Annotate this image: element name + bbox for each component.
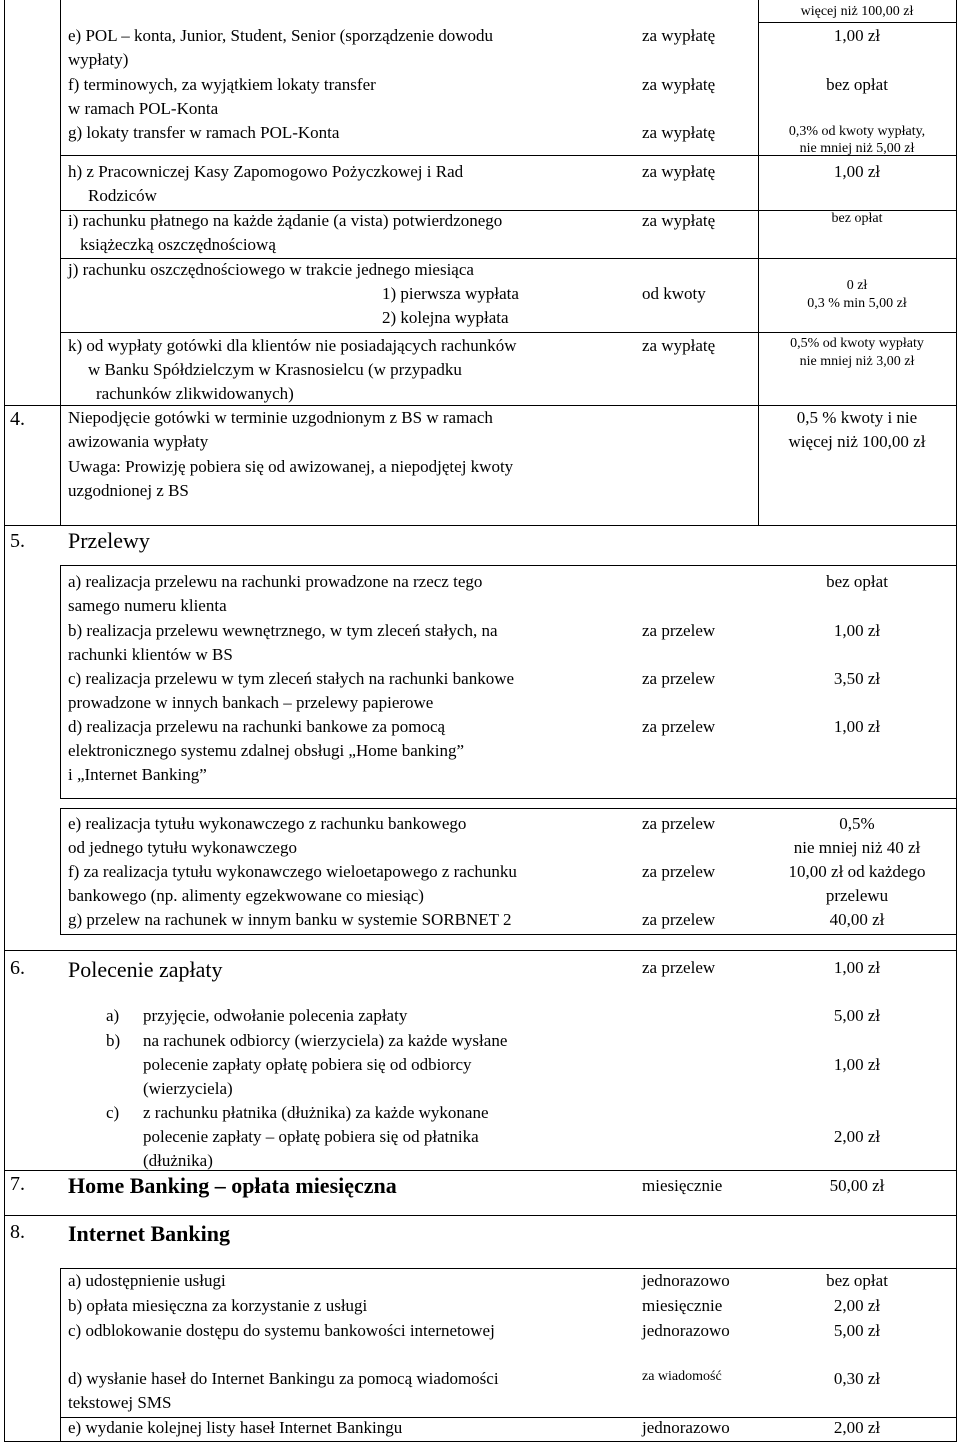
row-f-fee: bez opłat xyxy=(826,75,888,94)
przelew-e-fee: nie mniej niż 40 zł xyxy=(793,838,921,857)
section-title: Przelewy xyxy=(68,528,150,553)
row-g-desc: g) lokaty transfer w ramach POL-Konta xyxy=(68,123,340,142)
ib-c-unit: jednorazowo xyxy=(642,1321,730,1340)
ib-c-fee: 5,00 zł xyxy=(833,1321,881,1340)
przelew-g-unit: za przelew xyxy=(642,910,716,929)
przelew-f-fee: przelewu xyxy=(825,886,889,905)
przelew-c-desc: prowadzone w innych bankach – przelewy papierowe xyxy=(68,693,434,712)
section-4-desc: Niepodjęcie gotówki w terminie uzgodnionym z BS w ramach xyxy=(68,408,493,427)
row-k-desc: rachunków zlikwidowanych) xyxy=(96,384,294,403)
row-e-desc: wypłaty) xyxy=(68,50,129,69)
row-k-unit: za wypłatę xyxy=(642,336,716,355)
section-4-note: Uwaga: Prowizję pobiera się od awizowanej, a niepodjętej kwoty xyxy=(68,457,514,476)
row-e-fee: 1,00 zł xyxy=(833,26,881,45)
przelew-b-fee: 1,00 zł xyxy=(833,621,881,640)
row-j-unit: od kwoty xyxy=(642,284,706,303)
row-h-desc: h) z Pracowniczej Kasy Zapomogowo Pożyczkowej i Rad xyxy=(68,162,464,181)
row-j-fee: 0 zł xyxy=(846,278,868,293)
ib-e-unit: jednorazowo xyxy=(642,1418,730,1437)
przelew-b-unit: za przelew xyxy=(642,621,716,640)
row-k-desc: k) od wypłaty gotówki dla klientów nie posiadających rachunków xyxy=(68,336,517,355)
przelew-d-desc: d) realizacja przelewu na rachunki bankowe za pomocą xyxy=(68,717,446,736)
section-number: 7. xyxy=(10,1173,25,1195)
ib-a-desc: a) udostępnienie usługi xyxy=(68,1271,226,1290)
rule xyxy=(60,934,956,935)
pz-b-desc: na rachunek odbiorcy (wierzyciela) za każde wysłane xyxy=(143,1031,508,1050)
przelew-d-desc: i „Internet Banking” xyxy=(68,765,207,784)
przelew-f-fee: 10,00 zł od każdego xyxy=(788,862,926,881)
rule xyxy=(60,332,956,333)
section-6-unit: za przelew xyxy=(642,958,716,977)
przelew-d-desc: elektronicznego systemu zdalnej obsługi „Home banking” xyxy=(68,741,465,760)
row-k-fee: 0,5% od kwoty wypłaty xyxy=(790,336,924,351)
ib-b-unit: miesięcznie xyxy=(642,1296,723,1315)
section-7-fee: 50,00 zł xyxy=(829,1176,885,1195)
przelew-g-desc: g) przelew na rachunek w innym banku w systemie SORBNET 2 xyxy=(68,910,512,929)
rule xyxy=(4,525,956,526)
przelew-b-desc: b) realizacja przelewu wewnętrznego, w tym zleceń stałych, na xyxy=(68,621,498,640)
przelew-f-unit: za przelew xyxy=(642,862,716,881)
row-g-unit: za wypłatę xyxy=(642,123,716,142)
przelew-b-desc: rachunki klientów w BS xyxy=(68,645,233,664)
ib-d-unit: za wiadomość xyxy=(642,1369,722,1384)
przelew-c-fee: 3,50 zł xyxy=(833,669,881,688)
pz-c-desc: z rachunku płatnika (dłużnika) za każde wykonane xyxy=(143,1103,489,1122)
row-k-desc: w Banku Spółdzielczym w Krasnosielcu (w przypadku xyxy=(88,360,462,379)
row-h-desc: Rodziców xyxy=(88,186,157,205)
ib-d-desc: tekstowej SMS xyxy=(68,1393,172,1412)
ib-b-fee: 2,00 zł xyxy=(833,1296,881,1315)
pz-b-desc: polecenie zapłaty opłatę pobiera się od odbiorcy xyxy=(143,1055,472,1074)
row-i-desc: i) rachunku płatnego na każde żądanie (a vista) potwierdzonego xyxy=(68,211,503,230)
rule xyxy=(60,1268,61,1442)
ib-a-unit: jednorazowo xyxy=(642,1271,730,1290)
rule xyxy=(4,0,5,1442)
ib-e-desc: e) wydanie kolejnej listy haseł Internet Bankingu xyxy=(68,1418,403,1437)
section-6-fee: 1,00 zł xyxy=(833,958,881,977)
row-f-desc: w ramach POL-Konta xyxy=(68,99,219,118)
row-i-desc: książeczką oszczędnościową xyxy=(80,235,276,254)
przelew-g-fee: 40,00 zł xyxy=(829,910,885,929)
przelew-d-fee: 1,00 zł xyxy=(833,717,881,736)
ib-e-fee: 2,00 zł xyxy=(833,1418,881,1437)
row-j-desc: 2) kolejna wypłata xyxy=(382,308,509,327)
rule xyxy=(4,950,956,951)
row-f-desc: f) terminowych, za wyjątkiem lokaty transfer xyxy=(68,75,376,94)
pz-a-marker: a) xyxy=(106,1006,120,1025)
row-h-unit: za wypłatę xyxy=(642,162,716,181)
row-j-desc: j) rachunku oszczędnościowego w trakcie jednego miesiąca xyxy=(68,260,474,279)
przelew-e-unit: za przelew xyxy=(642,814,716,833)
pz-c-fee: 2,00 zł xyxy=(833,1127,881,1146)
section-4-note: uzgodnionej z BS xyxy=(68,481,189,500)
section-4-fee: więcej niż 100,00 zł xyxy=(788,432,926,451)
ib-b-desc: b) opłata miesięczna za korzystanie z usługi xyxy=(68,1296,368,1315)
fee-note: więcej niż 100,00 zł xyxy=(800,4,914,19)
rule xyxy=(60,808,956,809)
row-j-desc: 1) pierwsza wypłata xyxy=(382,284,519,303)
pz-a-fee: 5,00 zł xyxy=(833,1006,881,1025)
section-4-fee: 0,5 % kwoty i nie xyxy=(796,408,918,427)
przelew-f-desc: f) za realizacja tytułu wykonawczego wieloetapowego z rachunku xyxy=(68,862,517,881)
pz-b-marker: b) xyxy=(106,1031,121,1050)
przelew-a-desc: a) realizacja przelewu na rachunki prowadzone na rzecz tego xyxy=(68,572,483,591)
section-number: 4. xyxy=(10,408,25,430)
section-number: 5. xyxy=(10,530,25,552)
rule xyxy=(60,0,61,525)
row-k-fee: nie mniej niż 3,00 zł xyxy=(799,354,915,369)
row-g-fee: nie mniej niż 5,00 zł xyxy=(799,141,915,156)
row-f-unit: za wypłatę xyxy=(642,75,716,94)
section-4-desc: awizowania wypłaty xyxy=(68,432,209,451)
ib-d-desc: d) wysłanie haseł do Internet Bankingu za pomocą wiadomości xyxy=(68,1369,499,1388)
rule xyxy=(60,565,956,566)
pz-c-desc: polecenie zapłaty – opłatę pobiera się od płatnika xyxy=(143,1127,479,1146)
row-i-unit: za wypłatę xyxy=(642,211,716,230)
row-j-fee: 0,3 % min 5,00 zł xyxy=(807,296,907,311)
section-number: 6. xyxy=(10,957,25,979)
rule xyxy=(60,565,61,798)
przelew-a-fee: bez opłat xyxy=(826,572,888,591)
przelew-c-unit: za przelew xyxy=(642,669,716,688)
row-i-fee: bez opłat xyxy=(831,211,883,226)
rule xyxy=(758,22,956,23)
ib-d-fee: 0,30 zł xyxy=(833,1369,881,1388)
przelew-f-desc: bankowego (np. alimenty egzekwowane co miesiąc) xyxy=(68,886,424,905)
przelew-a-desc: samego numeru klienta xyxy=(68,596,227,615)
przelew-d-unit: za przelew xyxy=(642,717,716,736)
pz-a-desc: przyjęcie, odwołanie polecenia zapłaty xyxy=(143,1006,408,1025)
row-e-desc: e) POL – konta, Junior, Student, Senior (sporządzenie dowodu xyxy=(68,26,494,45)
pz-c-marker: c) xyxy=(106,1103,120,1122)
pz-b-desc: (wierzyciela) xyxy=(143,1079,233,1098)
przelew-c-desc: c) realizacja przelewu w tym zleceń stałych na rachunki bankowe xyxy=(68,669,515,688)
row-g-fee: 0,3% od kwoty wypłaty, xyxy=(788,124,926,139)
przelew-e-desc: e) realizacja tytułu wykonawczego z rachunku bankowego xyxy=(68,814,467,833)
row-h-fee: 1,00 zł xyxy=(833,162,881,181)
pz-c-desc: (dłużnika) xyxy=(143,1151,213,1170)
section-7-unit: miesięcznie xyxy=(642,1176,723,1195)
rule xyxy=(60,808,61,934)
section-title: Internet Banking xyxy=(68,1221,230,1246)
row-e-unit: za wypłatę xyxy=(642,26,716,45)
przelew-e-fee: 0,5% xyxy=(839,814,875,833)
rule xyxy=(4,1215,956,1216)
pz-b-fee: 1,00 zł xyxy=(833,1055,881,1074)
przelew-e-desc: od jednego tytułu wykonawczego xyxy=(68,838,297,857)
section-title: Polecenie zapłaty xyxy=(68,957,223,982)
ib-c-desc: c) odblokowanie dostępu do systemu bankowości internetowej xyxy=(68,1321,495,1340)
rule xyxy=(956,0,957,1442)
rule xyxy=(60,798,956,799)
ib-a-fee: bez opłat xyxy=(826,1271,888,1290)
section-number: 8. xyxy=(10,1221,25,1243)
section-title: Home Banking – opłata miesięczna xyxy=(68,1173,397,1198)
